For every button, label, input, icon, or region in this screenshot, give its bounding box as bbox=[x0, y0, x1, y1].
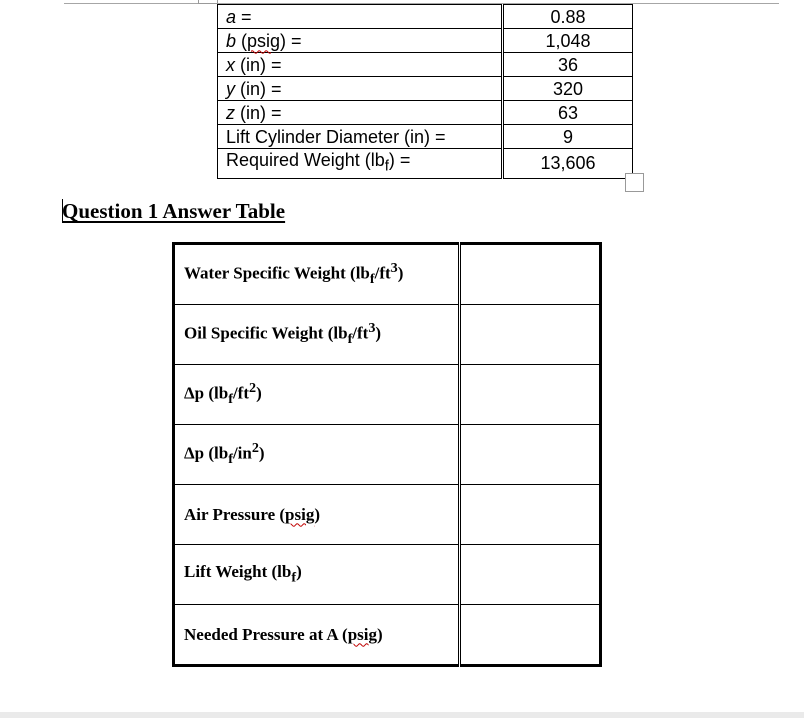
value-lift-cylinder-diameter[interactable]: 9 bbox=[503, 125, 633, 149]
table-row bbox=[174, 425, 601, 485]
question-air-pressure: Air Pressure (psig) bbox=[174, 485, 460, 545]
label-lift-cylinder-diameter: Lift Cylinder Diameter (in) = bbox=[218, 125, 503, 149]
value-y[interactable]: 320 bbox=[503, 77, 633, 101]
table-move-handle[interactable] bbox=[198, 0, 218, 4]
table-row bbox=[218, 101, 633, 125]
table-row bbox=[174, 545, 601, 605]
label-x: x (in) = bbox=[218, 53, 503, 77]
table-resize-handle[interactable] bbox=[625, 173, 644, 192]
table-row bbox=[174, 305, 601, 365]
table-row bbox=[174, 485, 601, 545]
table-row bbox=[218, 5, 633, 29]
table-row bbox=[218, 53, 633, 77]
table-row bbox=[218, 125, 633, 149]
value-z[interactable]: 63 bbox=[503, 101, 633, 125]
question-water-specific-weight: Water Specific Weight $(lb_f/ft^3)$ bbox=[174, 244, 460, 305]
value-x[interactable]: 36 bbox=[503, 53, 633, 77]
answer-cell[interactable] bbox=[460, 365, 601, 425]
value-b[interactable]: 1,048 bbox=[503, 29, 633, 53]
given-values-table bbox=[217, 4, 633, 179]
answer-cell[interactable] bbox=[460, 305, 601, 365]
question-oil-specific-weight: Oil Specific Weight $(lb_f/ft^3)$ bbox=[174, 305, 460, 365]
answer-cell[interactable] bbox=[460, 545, 601, 605]
answer-table bbox=[172, 242, 602, 667]
page-title: Question 1 Answer Table bbox=[62, 199, 286, 223]
question-needed-pressure-at-a: Needed Pressure at A (psig) bbox=[174, 605, 460, 666]
question-delta-p-ft: Δp $(lb_f/ft^2)$ bbox=[174, 365, 460, 425]
label-b: b (psig) = bbox=[218, 29, 503, 53]
question-delta-p-in: Δp $(lb_f/in^2)$ bbox=[174, 425, 460, 485]
table-row bbox=[218, 77, 633, 101]
label-y: y (in) = bbox=[218, 77, 503, 101]
label-z: z (in) = bbox=[218, 101, 503, 125]
window-bottom-edge bbox=[0, 712, 804, 718]
answer-cell[interactable] bbox=[460, 605, 601, 666]
table-row bbox=[174, 365, 601, 425]
answer-cell[interactable] bbox=[460, 425, 601, 485]
value-a[interactable]: 0.88 bbox=[503, 5, 633, 29]
label-a: a = bbox=[218, 5, 503, 29]
table-row bbox=[174, 605, 601, 666]
value-required-weight[interactable]: 13,606 bbox=[503, 149, 633, 179]
table-row bbox=[174, 244, 601, 305]
question-lift-weight: Lift Weight $(lb_f)$ bbox=[174, 545, 460, 605]
table-row bbox=[218, 29, 633, 53]
label-required-weight: Required Weight $(lb_f)$ = bbox=[218, 149, 503, 179]
table-row bbox=[218, 149, 633, 179]
answer-cell[interactable] bbox=[460, 244, 601, 305]
answer-cell[interactable] bbox=[460, 485, 601, 545]
